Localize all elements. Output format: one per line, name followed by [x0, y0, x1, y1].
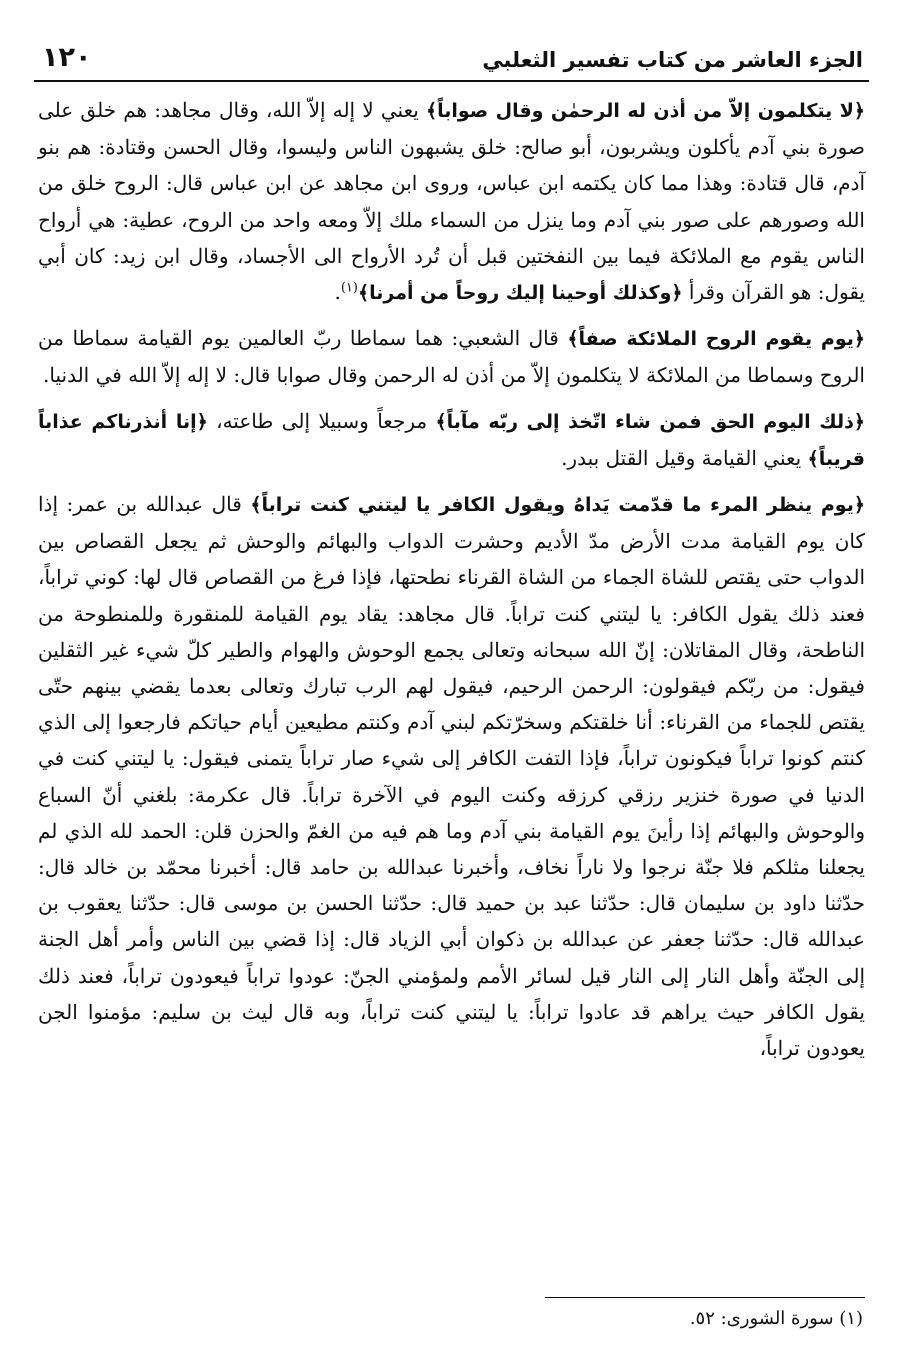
verse-quote: ﴿يوم يقوم الروح الملائكة صفاً﴾ — [567, 328, 866, 351]
commentary-text: قال الشعبي: هما سماطا ربّ العالمين يوم القيامة سماطا من الروح وسماطا من الملائكة لا يتكلمون إلاّ من أذن له الرحمن وقال صوابا قال: لا إله إلاّ الله في الدنيا. — [38, 326, 865, 388]
verse-quote: ﴿يوم ينظر المرء ما قدّمت يَداهُ ويقول الكافر يا ليتني كنت تراباً﴾ — [250, 494, 865, 517]
paragraph-1 — [38, 92, 865, 311]
commentary-text: قال عبدالله بن عمر: إذا كان يوم القيامة مدت الأرض مدّ الأديم وحشرت الدواب والبهائم والوحش ثم يجعل القصاص بين الدواب حتى يقتص للشاة الجماء من الشاة القرناء نطحتها، فإذا فرغ من القصاص قال لها: كوني تراباً، فعند ذلك يقول الكافر: يا ليتني كنت تراباً. قال مجاهد: يقاد يوم القيامة للمنقورة وللمنطوحة من الناطحة، وقال المقاتلان: إنّ الله سبحانه وتعالى يجمع الوحوش والهوام والطير كلّ شيء غير الثقلين فيقول: من ربّكم فيقولون: الرحمن الرحيم، فيقول لهم الرب تبارك وتعالى بعدما يقضي بينهم حتّى يقتص للجماء من القرناء: أنا خلقتكم وسخرّتكم لبني آدم وكنتم مطيعين أيام حياتكم فارجعوا إلى الذي كنتم كونوا تراباً فيكونون تراباً، فإذا التفت الكافر إلى شيء صار تراباً يتمنى فيقول: يا ليتني كنت في الدنيا في صورة خنزير رزقي كرزقه وكنت اليوم في الآخرة تراباً. قال عكرمة: بلغني أنّ السباع والوحوش والبهائم إذا رأينَ يوم القيامة بني آدم وما هم فيه من الغمّ والحزن قلن: الحمد لله الذي لم يجعلنا مثلكم فلا جنّة نرجوا ولا ناراً نخاف، وأخبرنا عبدالله بن حامد قال: أخبرنا محمّد بن خالد قال: حدّثنا داود بن سليمان قال: حدّثنا عبد بن حميد قال: حدّثنا الحسن بن موسى قال: حدّثنا يعقوب بن عبدالله قال: حدّثنا جعفر عن عبدالله بن ذكوان أبي الزياد قال: إذا قضي بين الناس وأمر أهل الجنة إلى الجنّة وأهل النار إلى النار قيل لسائر الأمم ولمؤمني الجنّ: عودوا تراباً فيعودون تراباً، فعند ذلك يقول الكافر حيث يراهم قد عادوا تراباً: يا ليتني كنت تراباً، وبه قال ليث بن سليم: مؤمنوا الجن يعودون تراباً، — [38, 492, 865, 1061]
page-header — [34, 40, 869, 82]
commentary-text: يعني القيامة وقيل القتل ببدر. — [561, 445, 808, 470]
main-text — [38, 92, 865, 1075]
page-number: ١٢٠ — [42, 42, 92, 73]
verse-quote: ﴿وكذلك أوحينا إليك روحاً من أمرنا﴾ — [357, 282, 683, 305]
commentary-text: . — [334, 280, 341, 305]
verse-quote: ﴿لا يتكلمون إلاّ من أذن له الرحمٰن وقال صواباً﴾ — [425, 100, 865, 122]
running-title: الجزء العاشر من كتاب تفسير الثعلبي — [482, 48, 863, 72]
paragraph-3 — [38, 403, 865, 477]
verse-quote: ﴿ذلك اليوم الحق فمن شاء اتّخذ إلى ربّه مآباً﴾ — [435, 410, 865, 433]
footnote — [40, 1304, 863, 1334]
paragraph-2 — [38, 320, 865, 393]
footnote-text: سورة الشورى: ٥٢. — [689, 1308, 834, 1329]
footnote-reference[interactable]: (١) — [340, 280, 358, 296]
commentary-text: مرجعاً وسبيلا إلى طاعته، — [207, 408, 436, 433]
footnote-number: (١) — [839, 1308, 863, 1329]
paragraph-4 — [38, 486, 865, 1066]
footnote-divider — [545, 1297, 865, 1298]
verse-quote: ﴿إنا أنذرناكم عذاباً قريباً﴾ — [38, 410, 865, 470]
commentary-text: يعني لا إله إلاّ الله، وقال مجاهد: هم خلق على صورة بني آدم يأكلون ويشربون، أبو صالح: خلق يشبهون الناس وليسوا، وقال الحسن وقتادة: هم بنو آدم، قال قتادة: وهذا مما كان يكتمه ابن عباس، وروى ابن مجاهد عن ابن عباس قال: الروح خلق من الله وصورهم على صور بني آدم وما ينزل من السماء ملك إلاّ ومعه واحد من الروح، عطية: هي أرواح الناس يقوم مع الملائكة فيما بين النفختين قبل أن تُرد الأرواح الى الأجساد، وقال ابن زيد: كان أبي يقول: هو القرآن وقرأ — [38, 98, 866, 305]
